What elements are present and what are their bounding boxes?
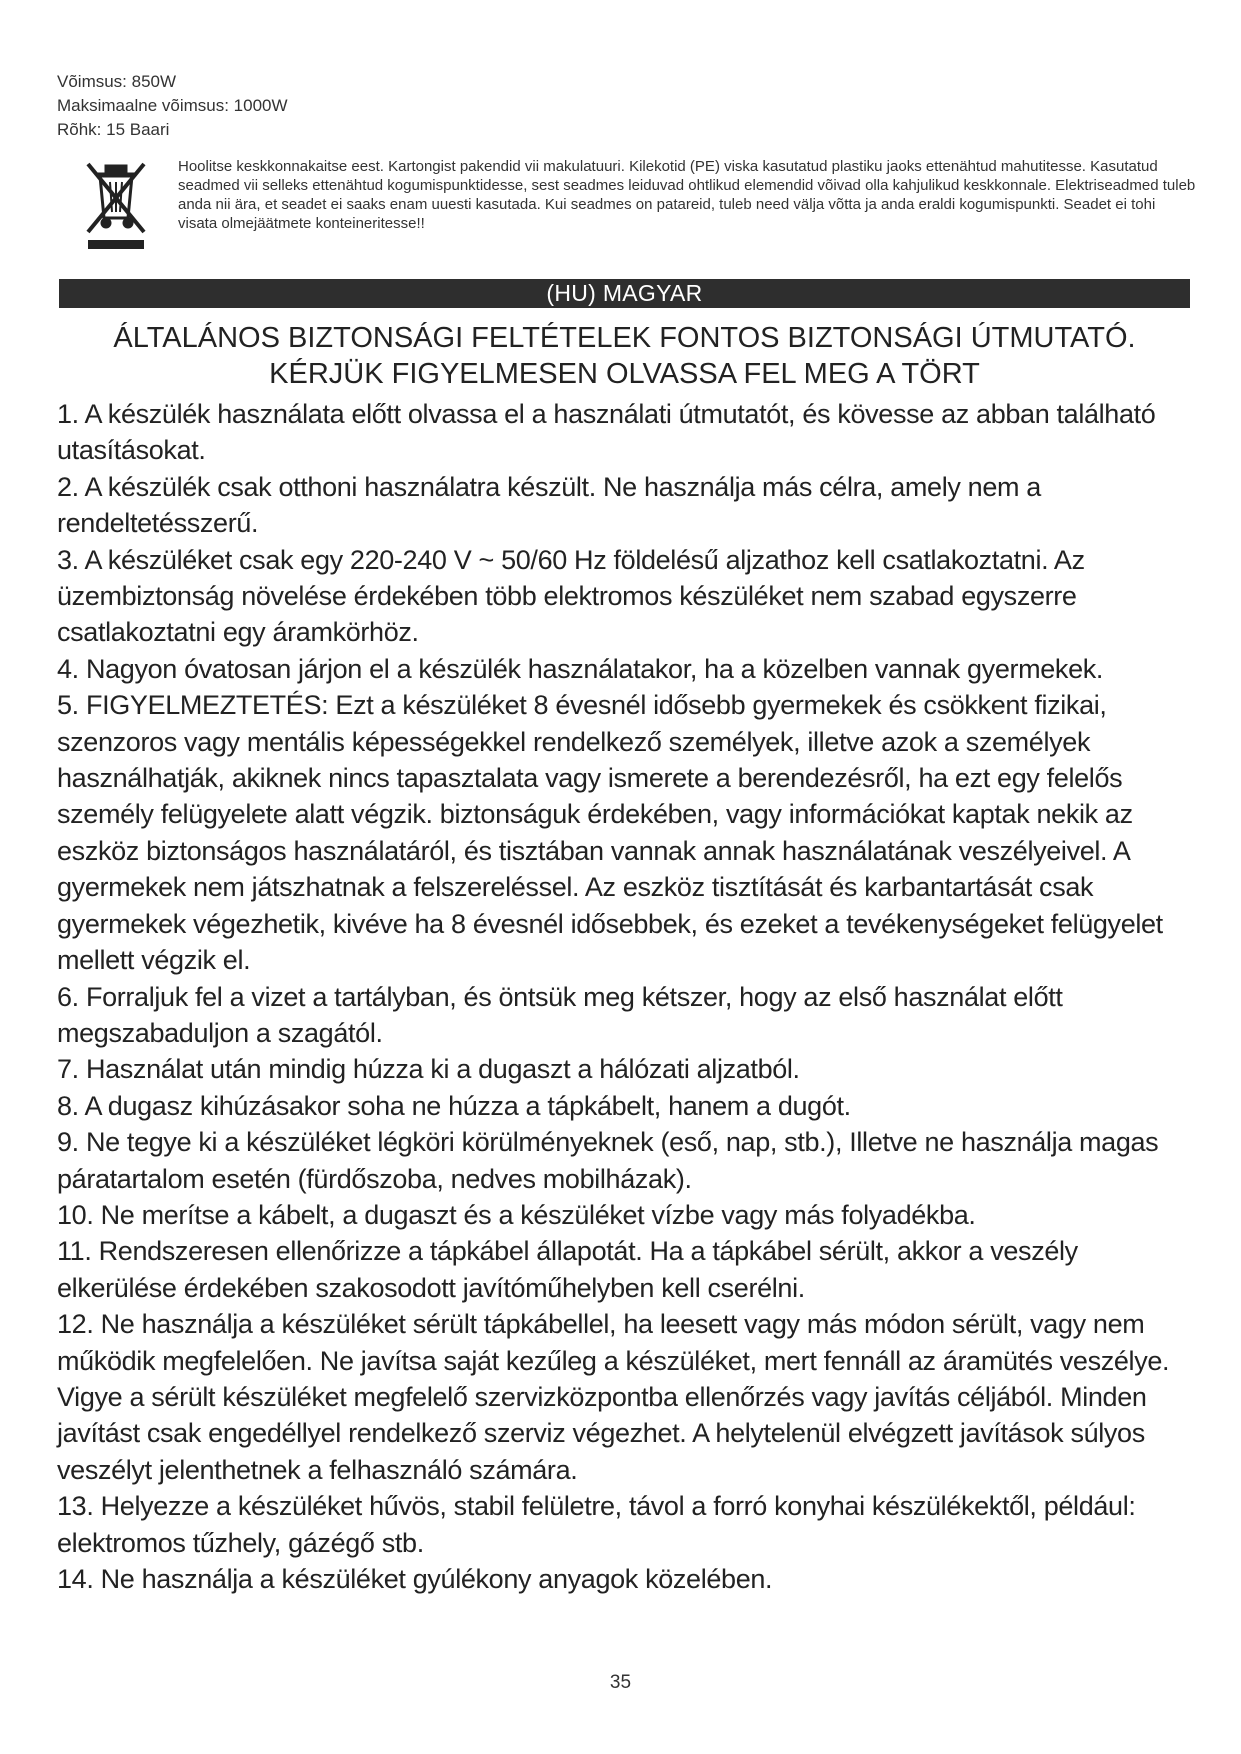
spec-pressure: Rõhk: 15 Baari xyxy=(57,120,170,139)
instruction-item: 2. A készülék csak otthoni használatra készült. Ne használja más célra, amely nem a rendeltetésszerű. xyxy=(57,471,1041,539)
instruction-item: 5. FIGYELMEZTETÉS: Ezt a készüléket 8 évesnél idősebb gyermekek és csökkent fizikai, szenzoros vagy mentális képességekkel rendelkező személyek, illetve azok a személyek használhatják, akiknek nincs tapasztalata vagy ismerete a berendezésről, ha ezt egy felelős személy felügyelete alatt végzik. biztonságuk érdekében, vagy információkat kaptak nekik az eszköz biztonságos használatáról, és tisztában vannak annak használatának veszélyeivel. A gyermekek nem játszhatnak a felszereléssel. Az eszköz tisztítását és karbantartását csak gyermekek végezhetik, kivéve ha 8 évesnél idősebbek, és ezeket a tevékenységeket felügyelet mellett végzik el. xyxy=(57,690,1163,976)
specifications xyxy=(57,70,288,142)
language-section-bar: (HU) MAGYAR xyxy=(59,279,1190,308)
instruction-item: 14. Ne használja a készüléket gyúlékony anyagok közelében. xyxy=(57,1564,773,1594)
instruction-item: 12. Ne használja a készüléket sérült tápkábellel, ha leesett vagy más módon sérült, vagy nem működik megfelelően. Ne javítsa saját kezűleg a készüléket, mert fennáll az áramütés veszélye. Vigye a sérült készüléket megfelelő szervizközpontba ellenőrzés vagy javítás céljából. Minden javítást csak engedéllyel rendelkező szerviz végezhet. A helytelenül elvégzett javítások súlyos veszélyt jelenthetnek a felhasználó számára. xyxy=(57,1309,1170,1485)
instruction-item: 10. Ne merítse a kábelt, a dugaszt és a készüléket vízbe vagy más folyadékba. xyxy=(57,1199,976,1230)
disposal-notice: Hoolitse keskkonnakaitse eest. Kartongist pakendid vii makulatuuri. Kilekotid (PE) viska kasutatud plastiku jaoks ettenähtud mahutitesse. Kasutatud seadmed vii selleks ettenähtud kogumispunktidesse, sest seadmes leiduvad ohtlikud elemendid võivad olla kahjulikud keskkonnale. Elektriseadmed tuleb anda nii ära, et seadet ei saaks enam uuesti kasutada. Kui seadmes on patareid, tuleb need välja võtta ja anda eraldi kogumispunkti. Seadet ei tohi visata olmejäätmete konteineritesse!! xyxy=(178,158,1196,232)
instruction-item: 8. A dugasz kihúzásakor soha ne húzza a tápkábelt, hanem a dugót. xyxy=(57,1090,851,1121)
instruction-item: 3. A készüléket csak egy 220-240 V ~ 50/60 Hz földelésű aljzathoz kell csatlakoztatni. Az üzembiztonság növelése érdekében több elektromos készüléket nem szabad egyszerre csatlakoztatni egy áramkörhöz. xyxy=(57,544,1085,648)
instruction-item: 1. A készülék használata előtt olvassa el a használati útmutatót, és kövesse az abban található utasításokat. xyxy=(57,399,1156,466)
instruction-item: 13. Helyezze a készüléket hűvös, stabil felületre, távol a forró konyhai készülékektől, például: elektromos tűzhely, gázégő stb. xyxy=(57,1491,1136,1558)
crossed-out-wheelie-bin-icon xyxy=(84,160,148,252)
instruction-item: 9. Ne tegye ki a készüléket légköri körülményeknek (eső, nap, stb.), Illetve ne használja magas páratartalom esetén (fürdőszoba, nedves mobilházak). xyxy=(57,1127,1159,1194)
instruction-item: 11. Rendszeresen ellenőrizze a tápkábel állapotát. Ha a tápkábel sérült, akkor a veszély elkerülése érdekében szakosodott javítóműhelyben kell cserélni. xyxy=(57,1236,1078,1303)
page-number: 35 xyxy=(609,1672,632,1693)
instruction-item: 4. Nagyon óvatosan járjon el a készülék használatakor, ha a közelben vannak gyermekek. xyxy=(57,653,1104,684)
spec-max-power: Maksimaalne võimsus: 1000W xyxy=(57,96,288,115)
safety-instructions-list xyxy=(57,396,1197,1597)
instruction-item: 7. Használat után mindig húzza ki a dugaszt a hálózati aljzatból. xyxy=(57,1054,800,1085)
instruction-item: 6. Forraljuk fel a vizet a tartályban, és öntsük meg kétszer, hogy az első használat előtt megszabaduljon a szagától. xyxy=(57,981,1063,1048)
spec-power: Võimsus: 850W xyxy=(57,72,177,91)
safety-heading: ÁLTALÁNOS BIZTONSÁGI FELTÉTELEK FONTOS BIZTONSÁGI ÚTMUTATÓ. KÉRJÜK FIGYELMESEN OLVASSA FEL MEG A TÖRT xyxy=(113,322,1136,390)
